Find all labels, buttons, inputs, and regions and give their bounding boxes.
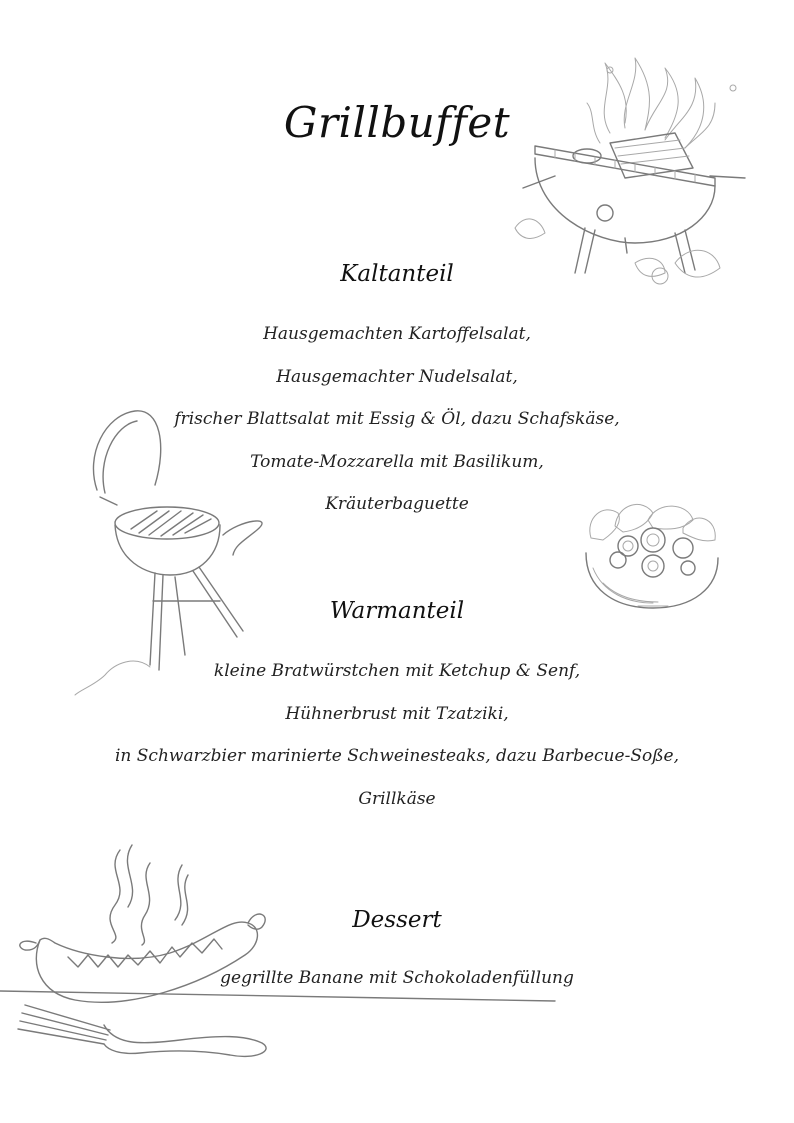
sausage-fork-icon [0, 845, 560, 1065]
kettle-grill-icon [75, 405, 275, 700]
menu-item: in Schwarzbier marinierte Schweinesteaks, dazu Barbecue-Soße, [114, 746, 680, 766]
menu-item: frischer Blattsalat mit Essig & Öl, dazu Schafskäse, [174, 409, 620, 429]
page-title: Grillbuffet [283, 98, 511, 147]
section-heading-dessert: Dessert [352, 907, 442, 933]
menu-item: Grillkäse [358, 789, 436, 809]
menu-item: Hausgemachten Kartoffelsalat, [263, 324, 531, 344]
menu-item: Kräuterbaguette [325, 494, 469, 514]
menu-item: kleine Bratwürstchen mit Ketchup & Senf, [213, 661, 581, 681]
menu-item: Tomate-Mozzarella mit Basilikum, [250, 452, 544, 472]
menu-item: Hühnerbrust mit Tzatziki, [285, 704, 509, 724]
section-heading-kaltanteil: Kaltanteil [340, 261, 454, 287]
menu-item: gegrillte Banane mit Schokoladenfüllung [220, 968, 574, 988]
section-heading-warmanteil: Warmanteil [329, 598, 465, 624]
menu-item: Hausgemachter Nudelsalat, [276, 367, 518, 387]
